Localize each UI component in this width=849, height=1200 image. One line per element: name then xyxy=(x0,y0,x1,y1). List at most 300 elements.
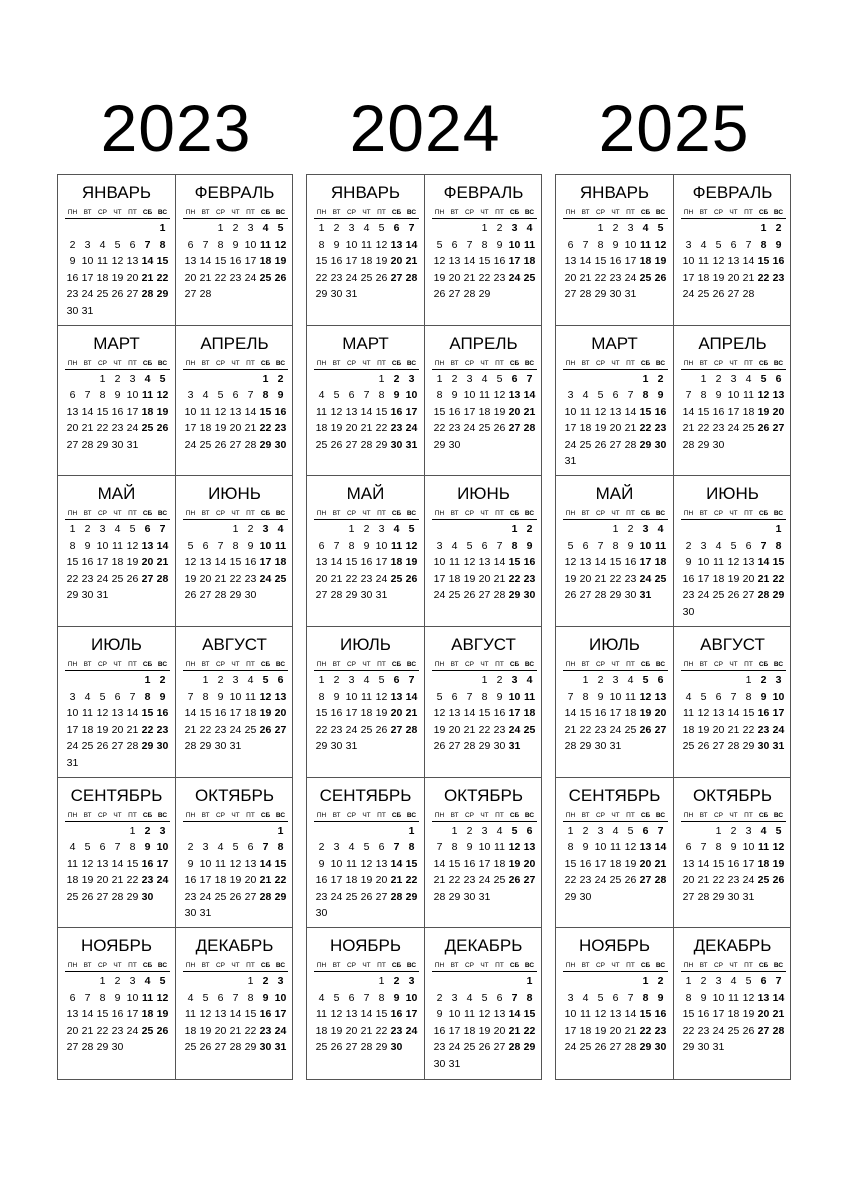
day-number: 12 xyxy=(330,405,343,418)
weekday-label: СБ xyxy=(640,359,651,367)
month-block xyxy=(176,928,293,1079)
day-number: 3 xyxy=(627,222,634,234)
day-number: 10 xyxy=(375,539,388,552)
day-number: 22 xyxy=(126,874,139,887)
day-number: 26 xyxy=(81,890,94,903)
month-block xyxy=(58,627,176,778)
day-number: 18 xyxy=(579,1024,592,1037)
day-number: 26 xyxy=(697,740,710,752)
day-number: 4 xyxy=(760,824,767,837)
day-number: 7 xyxy=(496,539,503,552)
week-row xyxy=(183,1006,288,1023)
weekday-label: ПН xyxy=(185,811,196,819)
day-number: 26 xyxy=(96,740,109,752)
day-number: 2 xyxy=(612,222,619,234)
week-row xyxy=(65,823,170,840)
day-number: 11 xyxy=(346,857,357,870)
day-number: 7 xyxy=(247,389,254,402)
day-number: 10 xyxy=(330,857,343,870)
day-number: 25 xyxy=(579,1041,592,1054)
blank-day xyxy=(314,521,329,538)
day-number: 25 xyxy=(463,1041,476,1054)
day-number: 18 xyxy=(757,857,770,870)
day-number: 11 xyxy=(449,556,460,569)
day-number: 22 xyxy=(315,271,328,284)
week-row xyxy=(681,270,786,287)
week-row xyxy=(183,538,288,555)
weekday-label: ПН xyxy=(565,359,576,367)
day-number: 25 xyxy=(81,740,94,752)
weekday-label: ВТ xyxy=(699,661,708,668)
day-number: 7 xyxy=(526,372,533,385)
day-number: 26 xyxy=(624,874,637,887)
day-number: 10 xyxy=(594,841,607,854)
day-number: 27 xyxy=(772,422,785,435)
month-block xyxy=(674,928,791,1079)
day-number: 31 xyxy=(229,740,242,752)
weekday-label: ПТ xyxy=(246,962,255,970)
week-row xyxy=(314,237,419,254)
day-number: 25 xyxy=(199,438,212,451)
week-row xyxy=(314,823,419,840)
day-number: 9 xyxy=(363,539,370,552)
day-number: 4 xyxy=(582,991,589,1004)
day-number: 16 xyxy=(712,405,725,418)
weekday-label: ВТ xyxy=(581,661,590,668)
weekday-header xyxy=(681,960,786,972)
day-number: 20 xyxy=(523,857,536,870)
day-number: 1 xyxy=(481,674,488,686)
week-row xyxy=(681,990,786,1007)
weekday-label: СР xyxy=(346,661,357,668)
day-number: 25 xyxy=(609,874,622,887)
day-number: 23 xyxy=(448,422,461,435)
blank-day xyxy=(80,672,95,689)
day-number: 24 xyxy=(433,589,446,602)
blank-day xyxy=(563,521,578,538)
day-number: 27 xyxy=(66,1041,79,1054)
day-number: 22 xyxy=(712,874,725,887)
day-number: 15 xyxy=(742,707,755,719)
week-row xyxy=(563,1039,668,1056)
weekday-label: ПТ xyxy=(626,811,635,819)
day-number: 3 xyxy=(642,523,649,536)
blank-day xyxy=(183,672,198,689)
day-number: 20 xyxy=(448,271,461,284)
day-number: 14 xyxy=(360,1008,373,1021)
day-number: 27 xyxy=(214,1041,227,1054)
week-row xyxy=(563,253,668,270)
weekday-label: ЧТ xyxy=(729,510,738,518)
day-number: 12 xyxy=(433,707,446,719)
day-number: 1 xyxy=(232,523,239,536)
day-number: 24 xyxy=(330,890,343,903)
day-number: 26 xyxy=(360,890,373,903)
day-number: 3 xyxy=(685,238,692,251)
weekday-label: СБ xyxy=(509,359,520,367)
day-number: 5 xyxy=(730,539,737,552)
week-row xyxy=(563,1006,668,1023)
day-number: 21 xyxy=(244,422,257,435)
day-number: 10 xyxy=(405,389,418,402)
weekday-label: ПН xyxy=(316,661,327,668)
blank-day xyxy=(359,973,374,990)
day-number: 23 xyxy=(184,890,197,903)
day-number: 25 xyxy=(727,1024,740,1037)
weekday-label: ЧТ xyxy=(480,962,489,970)
weekday-label: СР xyxy=(713,962,724,970)
day-number: 4 xyxy=(393,523,400,536)
day-number: 23 xyxy=(274,422,287,435)
day-number: 8 xyxy=(526,991,533,1004)
days-list xyxy=(425,521,542,604)
day-number: 22 xyxy=(274,874,287,887)
days-list xyxy=(58,672,175,771)
day-number: 14 xyxy=(214,556,227,569)
week-row xyxy=(314,554,419,571)
weekday-label: ВТ xyxy=(201,811,210,819)
year-title: 2025 xyxy=(598,91,750,165)
day-number: 28 xyxy=(244,438,257,451)
weekday-label: СБ xyxy=(509,811,520,819)
weekday-label: СБ xyxy=(260,359,271,367)
day-number: 19 xyxy=(274,255,287,267)
day-number: 14 xyxy=(405,690,418,703)
day-number: 1 xyxy=(567,824,574,837)
day-number: 17 xyxy=(199,874,212,887)
week-row xyxy=(681,220,786,237)
day-number: 4 xyxy=(700,238,707,251)
day-number: 13 xyxy=(682,857,695,870)
day-number: 6 xyxy=(187,238,194,251)
week-row xyxy=(183,689,288,706)
weekday-label: СБ xyxy=(391,661,402,668)
day-number: 28 xyxy=(141,288,154,300)
weekday-label: ПТ xyxy=(626,661,635,668)
day-number: 5 xyxy=(745,975,752,988)
day-number: 16 xyxy=(66,271,79,284)
day-number: 3 xyxy=(408,372,415,385)
day-number: 1 xyxy=(436,372,443,385)
blank-day xyxy=(374,823,389,840)
day-number: 22 xyxy=(156,271,169,284)
day-number: 25 xyxy=(345,890,358,903)
weekday-label: ВТ xyxy=(581,209,590,216)
week-row xyxy=(432,1056,537,1073)
day-number: 27 xyxy=(639,874,652,887)
day-number: 30 xyxy=(330,288,343,300)
day-number: 6 xyxy=(745,539,752,552)
month-block xyxy=(176,778,293,929)
day-number: 14 xyxy=(463,707,476,719)
day-number: 8 xyxy=(69,539,76,552)
day-number: 17 xyxy=(126,1008,139,1021)
day-number: 26 xyxy=(111,288,124,300)
weekday-header xyxy=(183,207,288,219)
day-number: 12 xyxy=(111,255,124,267)
day-number: 15 xyxy=(274,857,287,870)
week-row xyxy=(432,889,537,906)
day-number: 16 xyxy=(579,857,592,870)
weekday-label: СР xyxy=(346,811,357,819)
week-row xyxy=(183,521,288,538)
week-row xyxy=(681,889,786,906)
day-number: 18 xyxy=(609,857,622,870)
weekday-header xyxy=(681,358,786,370)
day-number: 3 xyxy=(84,238,91,251)
blank-day xyxy=(198,521,213,538)
month-name: АВГУСТ xyxy=(202,635,267,654)
day-number: 23 xyxy=(493,723,506,736)
day-number: 22 xyxy=(639,422,652,435)
day-number: 8 xyxy=(612,539,619,552)
day-number: 21 xyxy=(81,1024,94,1037)
day-number: 16 xyxy=(184,874,197,887)
blank-day xyxy=(608,371,623,388)
days-list xyxy=(58,521,175,604)
month-name: СЕНТЯБРЬ xyxy=(568,785,661,805)
blank-day xyxy=(228,973,243,990)
weekday-label: СБ xyxy=(758,209,769,216)
weekday-label: ЧТ xyxy=(231,962,240,970)
day-number: 21 xyxy=(184,723,197,736)
weekday-label: СБ xyxy=(391,811,402,819)
day-number: 22 xyxy=(609,572,622,585)
day-number: 13 xyxy=(493,1008,506,1021)
weekday-label: СБ xyxy=(758,811,769,819)
day-number: 7 xyxy=(511,991,518,1004)
day-number: 23 xyxy=(111,422,124,435)
day-number: 18 xyxy=(315,1024,328,1037)
weekday-label: ПН xyxy=(316,811,327,819)
blank-day xyxy=(447,521,462,538)
day-number: 29 xyxy=(742,740,755,752)
day-number: 21 xyxy=(433,874,446,887)
day-number: 8 xyxy=(159,238,166,251)
weekday-label: СБ xyxy=(260,209,271,216)
weekday-label: СР xyxy=(464,209,475,216)
day-number: 28 xyxy=(199,288,212,300)
day-number: 1 xyxy=(348,523,355,536)
week-row xyxy=(563,554,668,571)
weekday-label: ЧТ xyxy=(611,811,620,819)
weekday-label: СБ xyxy=(142,510,153,518)
day-number: 29 xyxy=(682,1041,695,1054)
weekday-label: ЧТ xyxy=(480,209,489,216)
day-number: 21 xyxy=(141,271,154,284)
weekday-label: ПН xyxy=(565,811,576,819)
weekday-label: ВТ xyxy=(450,209,459,216)
week-row xyxy=(314,722,419,739)
day-number: 3 xyxy=(408,975,415,988)
weekday-label: ВС xyxy=(406,661,417,668)
weekday-label: ЧТ xyxy=(611,359,620,367)
week-row xyxy=(65,286,170,303)
week-row xyxy=(314,286,419,303)
day-number: 2 xyxy=(393,372,400,385)
weekday-label: ВТ xyxy=(699,510,708,518)
day-number: 28 xyxy=(523,422,536,435)
day-number: 2 xyxy=(730,824,737,837)
day-number: 13 xyxy=(508,389,521,402)
day-number: 11 xyxy=(728,991,739,1004)
weekday-label: ЧТ xyxy=(729,209,738,216)
day-number: 30 xyxy=(523,589,536,602)
day-number: 7 xyxy=(685,389,692,402)
day-number: 28 xyxy=(81,438,94,451)
day-number: 1 xyxy=(318,674,325,686)
day-number: 7 xyxy=(730,690,737,703)
day-number: 14 xyxy=(184,707,197,719)
weekday-label: СР xyxy=(97,811,108,819)
day-number: 2 xyxy=(526,523,533,536)
day-number: 18 xyxy=(360,255,373,267)
week-row xyxy=(681,1006,786,1023)
week-row xyxy=(183,672,288,689)
day-number: 19 xyxy=(508,857,521,870)
day-number: 23 xyxy=(244,572,257,585)
day-number: 3 xyxy=(69,690,76,703)
day-number: 1 xyxy=(526,975,533,988)
day-number: 23 xyxy=(463,874,476,887)
day-number: 5 xyxy=(114,238,121,251)
weekday-label: ВС xyxy=(655,962,666,970)
day-number: 1 xyxy=(481,222,488,234)
day-number: 31 xyxy=(126,438,139,451)
day-number: 10 xyxy=(126,991,139,1004)
days-list xyxy=(425,672,542,755)
weekday-label: СБ xyxy=(758,661,769,668)
day-number: 9 xyxy=(217,690,224,703)
weekday-label: СР xyxy=(97,661,108,668)
day-number: 27 xyxy=(184,288,197,300)
day-number: 11 xyxy=(523,238,536,251)
weekday-label: ВС xyxy=(773,209,784,216)
blank-day xyxy=(198,973,213,990)
weekday-label: СР xyxy=(215,359,226,367)
week-row xyxy=(65,889,170,906)
weekday-label: СБ xyxy=(260,811,271,819)
day-number: 16 xyxy=(697,1008,710,1021)
day-number: 24 xyxy=(594,874,607,887)
day-number: 3 xyxy=(187,389,194,402)
day-number: 3 xyxy=(348,674,355,686)
day-number: 29 xyxy=(375,438,388,451)
day-number: 22 xyxy=(214,271,227,284)
weekday-label: ВТ xyxy=(332,811,341,819)
weekday-label: ВС xyxy=(655,811,666,819)
day-number: 2 xyxy=(114,372,121,385)
day-number: 20 xyxy=(375,874,388,887)
day-number: 13 xyxy=(126,255,139,267)
weekday-label: ПН xyxy=(185,962,196,970)
day-number: 9 xyxy=(597,690,604,703)
day-number: 7 xyxy=(466,690,473,703)
week-row xyxy=(65,237,170,254)
day-number: 29 xyxy=(199,740,212,752)
week-row xyxy=(314,738,419,755)
weekday-label: СБ xyxy=(640,661,651,668)
day-number: 16 xyxy=(463,857,476,870)
blank-day xyxy=(65,220,80,237)
day-number: 15 xyxy=(66,556,79,569)
day-number: 24 xyxy=(229,723,242,736)
weekday-label: ЧТ xyxy=(362,209,371,216)
day-number: 26 xyxy=(639,723,652,736)
week-row xyxy=(432,587,537,604)
day-number: 18 xyxy=(727,1008,740,1021)
day-number: 20 xyxy=(111,723,124,736)
week-row xyxy=(314,437,419,454)
day-number: 21 xyxy=(229,1024,242,1037)
day-number: 26 xyxy=(259,723,272,736)
day-number: 22 xyxy=(433,422,446,435)
day-number: 21 xyxy=(493,572,506,585)
day-number: 16 xyxy=(111,1008,124,1021)
week-row xyxy=(65,420,170,437)
day-number: 2 xyxy=(393,975,400,988)
day-number: 8 xyxy=(262,389,269,402)
day-number: 8 xyxy=(99,389,106,402)
weekday-label: ПТ xyxy=(377,962,386,970)
day-number: 22 xyxy=(229,572,242,585)
day-number: 4 xyxy=(451,539,458,552)
day-number: 14 xyxy=(229,1008,242,1021)
week-row xyxy=(183,587,288,604)
day-number: 7 xyxy=(760,539,767,552)
week-row xyxy=(432,571,537,588)
weekday-label: ПН xyxy=(67,811,78,819)
day-number: 28 xyxy=(214,589,227,602)
weekday-label: ВТ xyxy=(83,209,92,216)
day-number: 23 xyxy=(259,1024,272,1037)
day-number: 17 xyxy=(682,271,695,284)
blank-day xyxy=(593,521,608,538)
week-row xyxy=(432,387,537,404)
day-number: 11 xyxy=(743,389,754,402)
month-name: СЕНТЯБРЬ xyxy=(319,785,412,805)
day-number: 25 xyxy=(244,723,257,736)
week-row xyxy=(314,872,419,889)
weekday-label: ПН xyxy=(683,359,694,367)
week-row xyxy=(563,856,668,873)
day-number: 18 xyxy=(523,255,536,267)
day-number: 2 xyxy=(760,674,767,686)
day-number: 17 xyxy=(244,255,257,267)
weekday-label: ВС xyxy=(773,510,784,518)
day-number: 24 xyxy=(682,288,695,300)
day-number: 21 xyxy=(330,572,343,585)
day-number: 6 xyxy=(612,991,619,1004)
weekday-label: СБ xyxy=(758,359,769,367)
day-number: 9 xyxy=(685,556,692,569)
day-number: 9 xyxy=(496,238,503,251)
day-number: 7 xyxy=(129,690,136,703)
weekday-label: ПН xyxy=(185,661,196,668)
day-number: 25 xyxy=(111,572,124,585)
day-number: 6 xyxy=(129,238,136,251)
weekday-label: ВТ xyxy=(201,661,210,668)
day-number: 7 xyxy=(627,389,634,402)
day-number: 19 xyxy=(199,1024,212,1037)
week-row xyxy=(65,371,170,388)
week-row xyxy=(563,705,668,722)
day-number: 8 xyxy=(481,238,488,251)
day-number: 3 xyxy=(277,975,284,988)
day-number: 14 xyxy=(259,857,272,870)
blank-day xyxy=(578,371,593,388)
day-number: 9 xyxy=(700,991,707,1004)
